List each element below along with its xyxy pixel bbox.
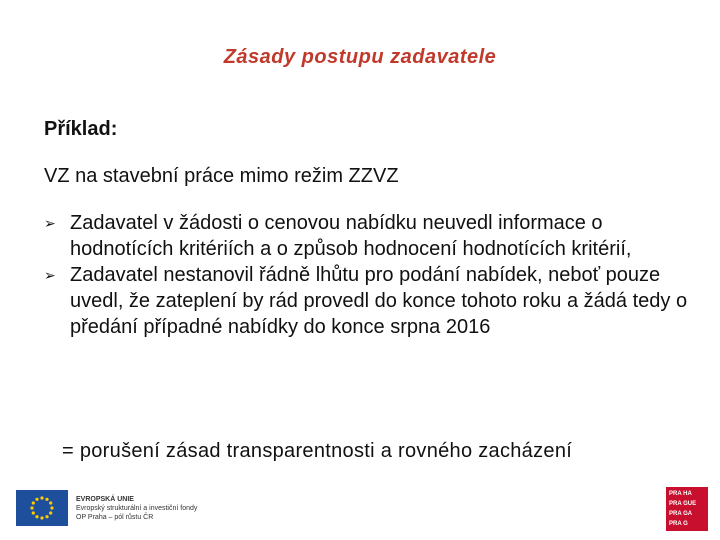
bullet-text: Zadavatel nestanovil řádně lhůtu pro podání nabídek, neboť pouze uvedl, že zateplení by rád provedl do konce tohoto roku a žádá tedy o předání případné nabídky do konce srpna 2016 [70, 264, 688, 338]
eu-heading: EVROPSKÁ UNIE [76, 495, 134, 503]
bullet-item [44, 262, 694, 340]
eu-stars-icon [16, 490, 68, 526]
praha-logo [666, 487, 708, 531]
arrow-bullet-icon: ➢ [44, 267, 56, 283]
eu-line-1: Evropský strukturální a investiční fondy [76, 504, 198, 512]
bullet-item [44, 210, 694, 262]
slide-subtitle: Příklad: [44, 118, 118, 140]
arrow-bullet-icon: ➢ [44, 215, 56, 231]
lead-text: VZ na stavební práce mimo režim ZZVZ [44, 165, 399, 187]
praha-logo-line: PRA G [669, 521, 688, 527]
eu-text [76, 495, 197, 522]
conclusion-text: = porušení zásad transparentnosti a rovného zacházení [62, 440, 573, 462]
eu-flag-icon [16, 490, 68, 526]
slide-title: Zásady postupu zadavatele [223, 46, 497, 68]
praha-logo-line: PRA HA [669, 491, 692, 497]
praha-logo-line: PRA GA [669, 511, 693, 517]
bullet-list [44, 210, 694, 340]
praha-logo-line: PRA GUE [669, 501, 697, 507]
eu-line-2: OP Praha – pól růstu ČR [76, 513, 154, 521]
eu-logo-block [16, 488, 197, 528]
bullet-text: Zadavatel v žádosti o cenovou nabídku neuvedl informace o hodnotících kritériích a o způsob hodnocení hodnotících kritérií, [70, 212, 632, 260]
